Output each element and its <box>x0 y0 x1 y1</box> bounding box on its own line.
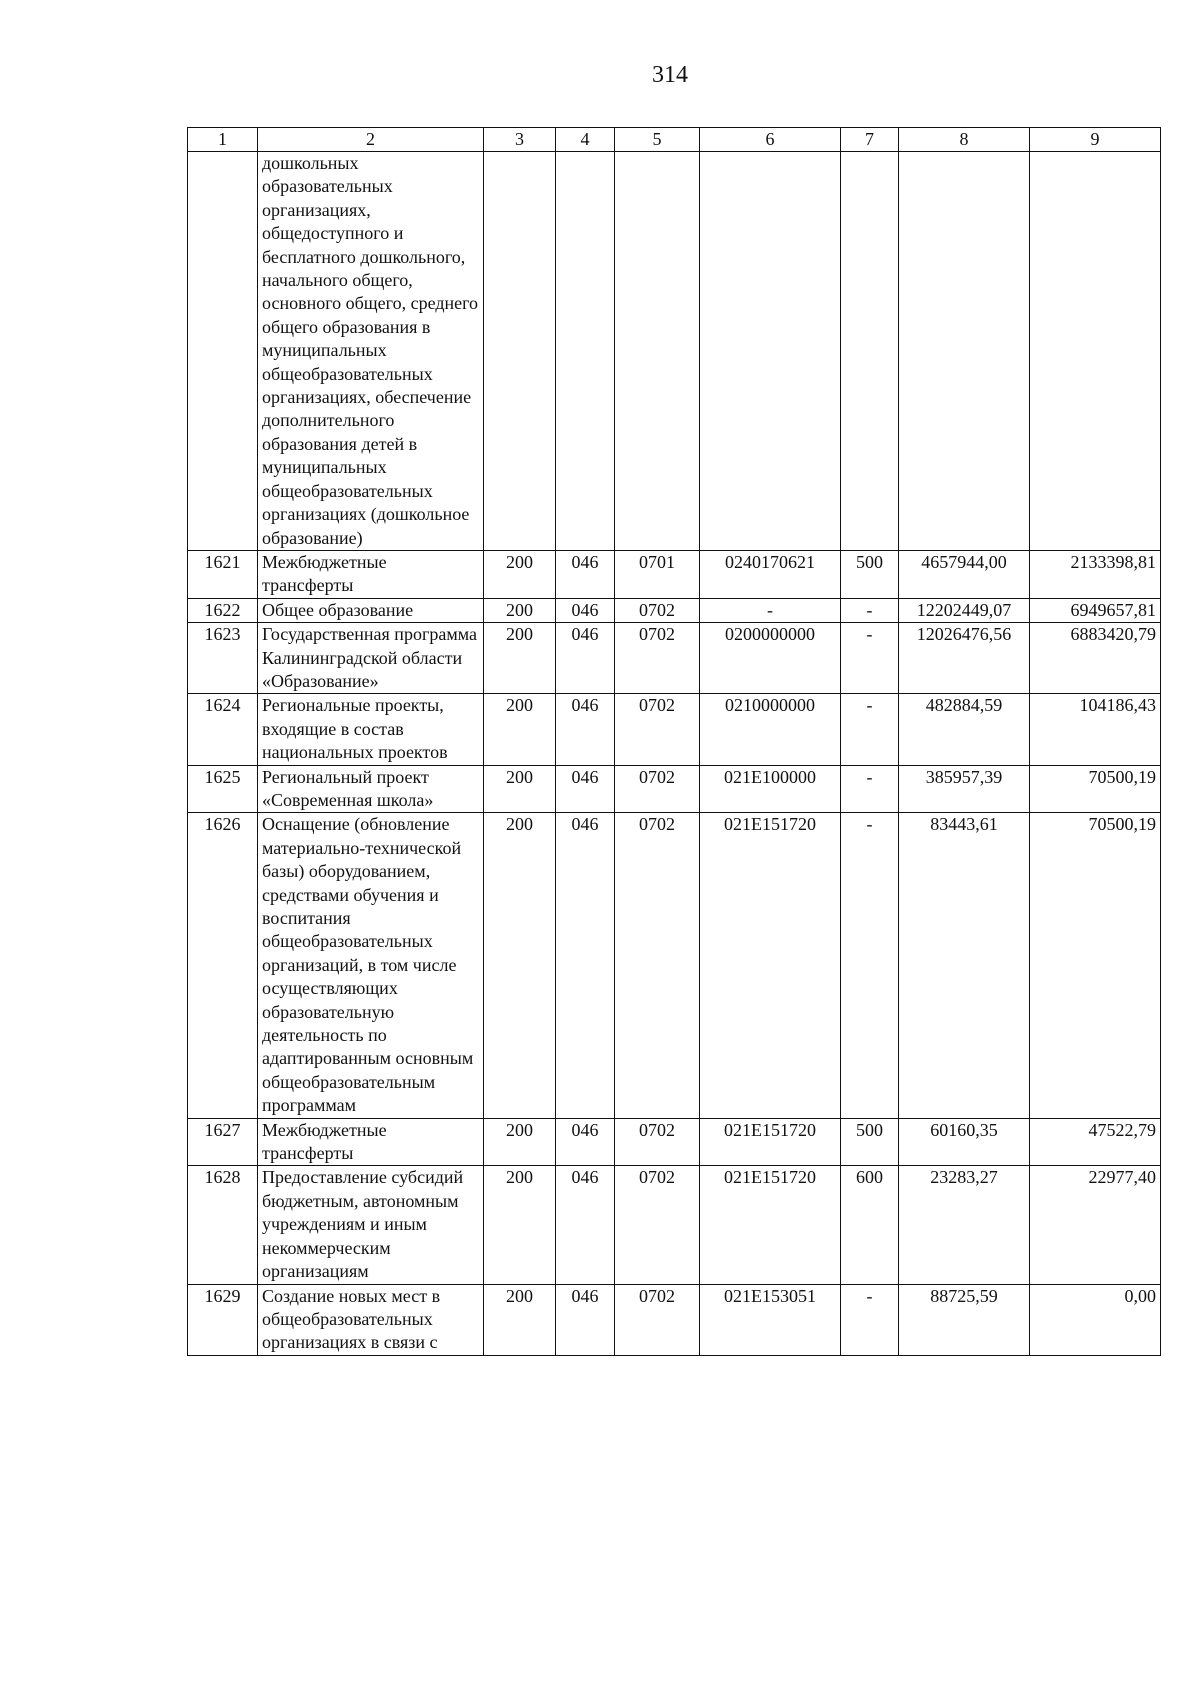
table-cell-c7: 500 <box>841 1118 899 1166</box>
table-cell-c2: Государственная программа Калининградской области «Образование» <box>258 623 484 694</box>
table-row <box>188 813 1161 1118</box>
table-cell-c3: 200 <box>484 598 556 622</box>
table-row <box>188 1284 1161 1355</box>
table-cell-c1: 1623 <box>188 623 258 694</box>
table-cell-c2: Межбюджетные трансферты <box>258 550 484 598</box>
table-cell-c4: 046 <box>556 765 615 813</box>
table-cell-c3: 200 <box>484 1284 556 1355</box>
table-cell-c1: 1621 <box>188 550 258 598</box>
table-cell-c9: 6949657,81 <box>1030 598 1161 622</box>
table-cell-c4: 046 <box>556 694 615 765</box>
table-cell-c7: - <box>841 694 899 765</box>
column-header: 5 <box>615 128 700 152</box>
table-cell-c7: - <box>841 623 899 694</box>
table-cell-c2: дошкольных образовательных организациях, общедоступного и бесплатного дошкольного, начального общего, основного общего, среднего общего образования в муниципальных общеобразовательных организациях, обеспечение дополнительного образования детей в муниципальных общеобразовательных организациях (дошкольное образование) <box>258 152 484 551</box>
table-cell-c9: 47522,79 <box>1030 1118 1161 1166</box>
table-cell-c6: 021E151720 <box>700 1118 841 1166</box>
table-cell-c1: 1624 <box>188 694 258 765</box>
column-header: 7 <box>841 128 899 152</box>
table-cell-c1: 1627 <box>188 1118 258 1166</box>
table-row <box>188 598 1161 622</box>
table-cell-c6: 0210000000 <box>700 694 841 765</box>
table-cell-c9: 6883420,79 <box>1030 623 1161 694</box>
table-cell-c3: 200 <box>484 550 556 598</box>
table-cell-c1: 1625 <box>188 765 258 813</box>
table-header-row <box>188 128 1161 152</box>
column-header: 3 <box>484 128 556 152</box>
table-cell-c3: 200 <box>484 765 556 813</box>
table-row <box>188 765 1161 813</box>
table-cell-c2: Общее образование <box>258 598 484 622</box>
table-row <box>188 623 1161 694</box>
table-cell-c5: 0701 <box>615 550 700 598</box>
table-cell-c6: 0200000000 <box>700 623 841 694</box>
table-cell-c4: 046 <box>556 550 615 598</box>
table-cell-c7: 600 <box>841 1166 899 1284</box>
table-cell-c2: Создание новых мест в общеобразовательных организациях в связи с <box>258 1284 484 1355</box>
table-cell-c8: 12026476,56 <box>899 623 1030 694</box>
table-cell-c7: - <box>841 765 899 813</box>
table-cell-c4: 046 <box>556 598 615 622</box>
table-row <box>188 1118 1161 1166</box>
table-cell-c7 <box>841 152 899 551</box>
table-cell-c5: 0702 <box>615 1118 700 1166</box>
table-body <box>188 152 1161 1356</box>
table-cell-c3 <box>484 152 556 551</box>
table-cell-c6: - <box>700 598 841 622</box>
table-cell-c5: 0702 <box>615 813 700 1118</box>
table-cell-c5: 0702 <box>615 694 700 765</box>
table-cell-c3: 200 <box>484 694 556 765</box>
table-cell-c3: 200 <box>484 813 556 1118</box>
column-header: 2 <box>258 128 484 152</box>
table-cell-c2: Предоставление субсидий бюджетным, автономным учреждениям и иным некоммерческим организациям <box>258 1166 484 1284</box>
table-cell-c4: 046 <box>556 623 615 694</box>
table-cell-c8: 482884,59 <box>899 694 1030 765</box>
table-cell-c9: 0,00 <box>1030 1284 1161 1355</box>
table-cell-c6: 021E151720 <box>700 813 841 1118</box>
table-cell-c8: 12202449,07 <box>899 598 1030 622</box>
table-cell-c1: 1622 <box>188 598 258 622</box>
table-cell-c6: 021E100000 <box>700 765 841 813</box>
table-cell-c7: - <box>841 813 899 1118</box>
table-cell-c2: Региональный проект «Современная школа» <box>258 765 484 813</box>
table-cell-c8 <box>899 152 1030 551</box>
table-cell-c8: 4657944,00 <box>899 550 1030 598</box>
table-cell-c3: 200 <box>484 1166 556 1284</box>
table-cell-c2: Региональные проекты, входящие в состав национальных проектов <box>258 694 484 765</box>
table-cell-c4: 046 <box>556 813 615 1118</box>
table-cell-c2: Межбюджетные трансферты <box>258 1118 484 1166</box>
table-cell-c8: 83443,61 <box>899 813 1030 1118</box>
table-cell-c6: 021E153051 <box>700 1284 841 1355</box>
table-cell-c1: 1629 <box>188 1284 258 1355</box>
table-cell-c8: 385957,39 <box>899 765 1030 813</box>
table-cell-c6: 021E151720 <box>700 1166 841 1284</box>
table-cell-c8: 23283,27 <box>899 1166 1030 1284</box>
table-cell-c8: 60160,35 <box>899 1118 1030 1166</box>
table-cell-c4: 046 <box>556 1284 615 1355</box>
column-header: 1 <box>188 128 258 152</box>
table-cell-c9: 22977,40 <box>1030 1166 1161 1284</box>
table-cell-c1 <box>188 152 258 551</box>
table-cell-c9 <box>1030 152 1161 551</box>
table-cell-c7: - <box>841 1284 899 1355</box>
table-cell-c3: 200 <box>484 623 556 694</box>
table-cell-c9: 2133398,81 <box>1030 550 1161 598</box>
table-cell-c1: 1626 <box>188 813 258 1118</box>
table-cell-c4: 046 <box>556 1118 615 1166</box>
table-cell-c9: 70500,19 <box>1030 813 1161 1118</box>
column-header: 9 <box>1030 128 1161 152</box>
table-cell-c8: 88725,59 <box>899 1284 1030 1355</box>
table-cell-c9: 70500,19 <box>1030 765 1161 813</box>
table-cell-c5: 0702 <box>615 765 700 813</box>
table-cell-c2: Оснащение (обновление материально-технической базы) оборудованием, средствами обучения и воспитания общеобразовательных организаций, в том числе осуществляющих образовательную деятельность по адаптированным основным общеобразовательным программам <box>258 813 484 1118</box>
table-cell-c7: 500 <box>841 550 899 598</box>
table-row <box>188 694 1161 765</box>
page-number: 314 <box>652 62 688 88</box>
column-header: 6 <box>700 128 841 152</box>
table-cell-c6: 0240170621 <box>700 550 841 598</box>
column-header: 8 <box>899 128 1030 152</box>
table-cell-c5 <box>615 152 700 551</box>
table-cell-c9: 104186,43 <box>1030 694 1161 765</box>
table-cell-c5: 0702 <box>615 623 700 694</box>
budget-table <box>187 127 1161 1356</box>
table-cell-c4: 046 <box>556 1166 615 1284</box>
table-cell-c5: 0702 <box>615 598 700 622</box>
table-cell-c5: 0702 <box>615 1284 700 1355</box>
table-cell-c5: 0702 <box>615 1166 700 1284</box>
table-cell-c4 <box>556 152 615 551</box>
table-row <box>188 550 1161 598</box>
table-cell-c1: 1628 <box>188 1166 258 1284</box>
table-row <box>188 152 1161 551</box>
column-header: 4 <box>556 128 615 152</box>
table-cell-c6 <box>700 152 841 551</box>
table-cell-c3: 200 <box>484 1118 556 1166</box>
table-row <box>188 1166 1161 1284</box>
table-cell-c7: - <box>841 598 899 622</box>
